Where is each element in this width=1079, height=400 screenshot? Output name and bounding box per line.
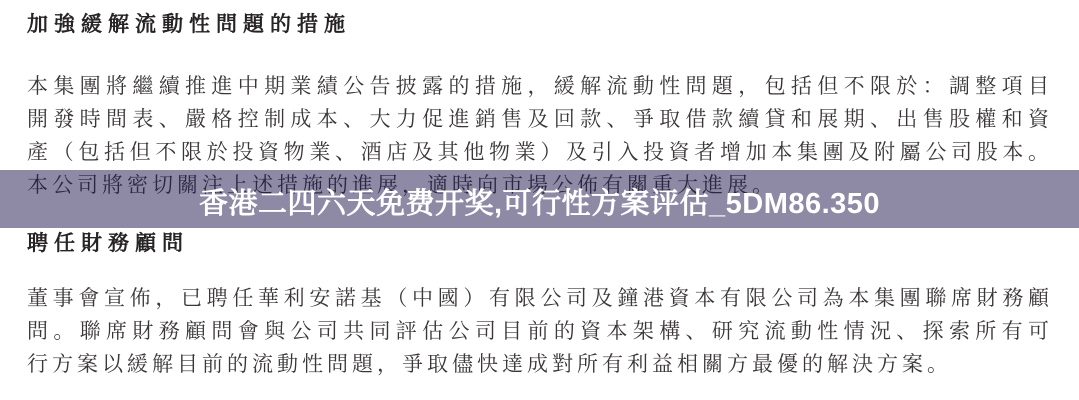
paragraph-financial-adviser xyxy=(27,282,1053,381)
paragraph-line: 董事會宣佈，已聘任華利安諾基（中國）有限公司及鐘港資本有限公司為本集團聯席財務顧 xyxy=(27,286,1053,310)
paragraph-line: 問。聯席財務顧問會與公司共同評估公司目前的資本架構、研究流動性情況、探索所有可 xyxy=(27,319,1053,343)
injected-ad-overlay-banner[interactable] xyxy=(0,170,1079,228)
paragraph-line: 本集團將繼續推進中期業績公告披露的措施，緩解流動性問題，包括但不限於：調整項目 xyxy=(27,74,1053,98)
paragraph-line: 產（包括但不限於投資物業、酒店及其他物業）及引入投資者增加本集團及附屬公司股本。 xyxy=(27,140,1053,164)
section-heading-liquidity-measures: 加強緩解流動性問題的措施 xyxy=(27,13,351,36)
paragraph-line: 行方案以緩解目前的流動性問題，爭取儘快達成對所有利益相關方最優的解決方案。 xyxy=(27,352,952,376)
section-heading-financial-adviser: 聘任財務顧問 xyxy=(27,232,189,255)
paragraph-line: 開發時間表、嚴格控制成本、大力促進銷售及回款、爭取借款續貸和展期、出售股權和資 xyxy=(27,107,1053,131)
ad-banner-text[interactable]: 香港二四六天免费开奖,可行性方案评估_5DM86.350 xyxy=(198,188,881,220)
